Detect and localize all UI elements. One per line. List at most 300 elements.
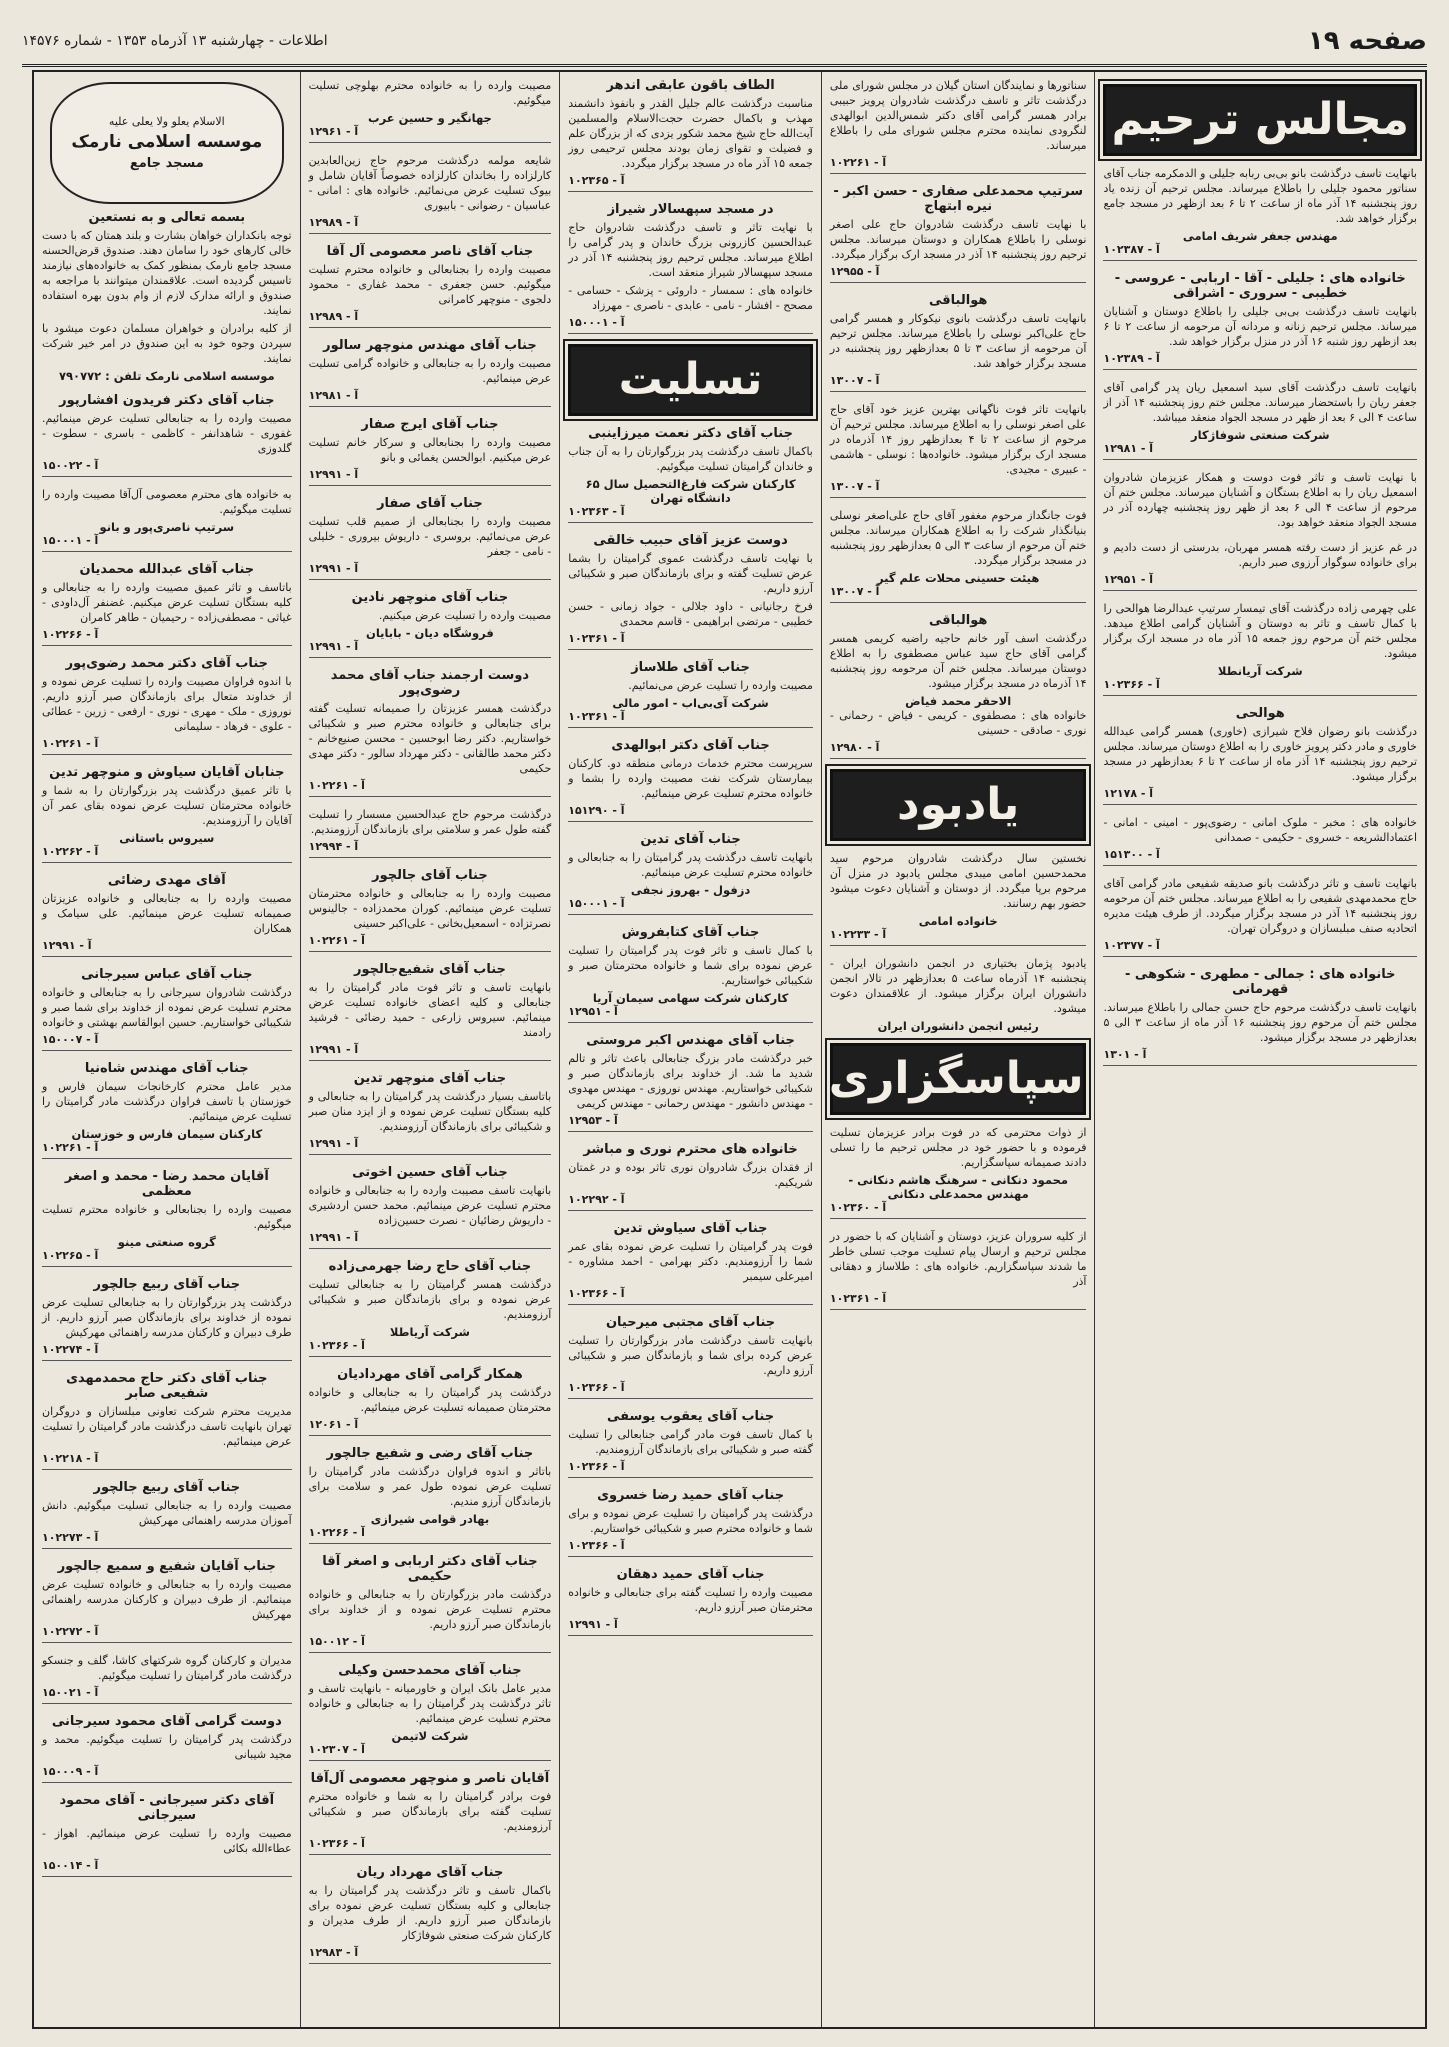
notice — [42, 393, 292, 477]
notice — [568, 1221, 813, 1305]
notice-code: آ - ۱۵۱۲۹۰ — [568, 804, 813, 822]
notice-code: آ - ۱۵۰۰۰۱ — [42, 534, 292, 552]
notice-heading: جناب آقای عبدالله محمدیان — [79, 562, 255, 577]
notice-text: علی چهرمی زاده درگذشت آقای تیمسار سرتیپ عبدالرضا هوالحی را با کمال تاسف و تاثر به دوستان و آشنایان گرامی اطلاع میدهد. مجلس ختم آن مرحوم روز جمعه ۱۵ آذر ماه در مسجد ارک برگزار میشود. — [1103, 602, 1418, 660]
notice-signature: مهندس جعفر شریف امامی — [1182, 229, 1338, 243]
notice-text: باتاثر و اندوه فراوان درگذشت مادر گرامیتان را تسلیت عرض نموده طول عمر و سلامت برای بازماندگان آرزو مندیم. — [308, 1465, 552, 1508]
notice-text: بانهایت تاسف و تاثر فوت مادر گرامیتان را به جنابعالی و کلیه اعضای خانواده تسلیت عرض مینمائیم. سیروس زارعی - حمید رضائی - فرشید رادمند — [308, 981, 552, 1039]
notice-heading: جناب آقای دکتر نعمت میرزاینبی — [588, 426, 793, 441]
notice-code: آ - ۱۰۲۲۶۲ — [42, 845, 292, 863]
notice-signature: کارکنان شرکت سهامی سیمان آریا — [592, 991, 789, 1005]
notice — [42, 1559, 292, 1643]
notice — [42, 210, 292, 383]
notice — [309, 417, 552, 486]
notice — [309, 244, 552, 328]
notice — [830, 613, 1087, 759]
notice-text: با کمال تاسف فوت مادر گرامی جنابعالی را تسلیت گفته صبر و شکیبائی برای بازماندگان آرزومندیم. — [568, 1428, 813, 1456]
notice-text: بانهایت تاسف و تاثر درگذشت بانو صدیقه شفیعی مادر گرامی آقای حاج محمدمهدی شفیعی را به اطلاع میرساند. مجلس ختم آن مرحومه روز پنجشنبه ۱۴ آذر در مسجد برگزار میگردد. از طرف هیئت مدیره اتحادیه صنف مبلبسازان و دروگران تهران. — [1103, 877, 1417, 935]
notice — [309, 1259, 552, 1357]
notice-code: آ - ۱۲۹۸۹ — [309, 216, 552, 234]
notice-text: باتاسف و تاثر عمیق مصیبت وارده را به جنابعالی و کلیه بستگان تسلیت عرض میکنیم. غضنفر آل‌داودی - غیاثی - مصطفی‌زاده - رحیمیان - طاهر کامران — [42, 581, 292, 624]
notice-heading: جناب آقای حمید رضا خسروی — [597, 1488, 785, 1503]
notice-text: خانواده های : مخبر - ملوک امانی - رضوی‌پور - امینی - امانی - اعتمادالشریعه - خسروی - حکیمی - صمدانی — [1103, 816, 1417, 844]
notice — [309, 1367, 552, 1436]
notice-code: آ - ۱۰۲۳۶۰ — [830, 1201, 1087, 1219]
notice-heading: بسمه تعالی و به نستعین — [88, 210, 246, 225]
notice-code: آ - ۱۲۹۹۱ — [309, 1137, 552, 1155]
notice-text: مصیبت وارده را به جنابعالی تسلیت عرض مینمائیم. غفوری - شاهدانفر - کاظمی - باسری - سطوت - گلدوزی — [42, 412, 292, 455]
notice-heading: دوست عزیز آقای حبیب خالقی — [593, 533, 788, 548]
notice-heading: آقای مهدی رضائی — [107, 873, 226, 888]
notice — [1103, 380, 1417, 460]
notice-signature: شرکت آریاطلا — [389, 1325, 470, 1339]
notice-heading: جناب آقای حمید دهقان — [616, 1567, 765, 1582]
notice-text: نخستین سال درگذشت شادروان مرحوم سید محمدحسین امامی میبدی مجلس یادبود در منزل آن مرحوم برپا میگردد. از دوستان و آشنایان دعوت میشود حضور بهم رسانند. — [829, 852, 1087, 910]
notice — [830, 956, 1087, 1033]
notice-heading: جناب آقای حسین اخوتی — [352, 1165, 508, 1180]
notice-code: آ - ۱۳۰۰۷ — [830, 374, 1087, 392]
notice-heading: جناب آقای عباس سیرجانی — [81, 967, 253, 982]
notice-heading: جناب آقای دکتر حاج محمدمهدی شفیعی صابر — [66, 1371, 268, 1401]
notice-heading: جناب آقای مهرداد ریان — [356, 1865, 504, 1880]
notice-code: آ - ۱۰۲۲۶۶ — [42, 628, 292, 646]
notice-signature: گروه صنعتی مینو — [117, 1235, 216, 1249]
notice-text: بانهایت تاسف درگذشت بانو بی‌بی ربابه جلیلی و الدمکرمه جناب آقای سناتور محمود جلیلی را باطلاع میرساند. مجلس ترحیم آن زنده یاد روز پنجشنبه ۱۴ آذر ماه از ساعت ۲ تا ۶ بعد ازظهر در مسجد جامع برگزار خواهد شد. — [1103, 167, 1418, 225]
notice — [309, 496, 552, 580]
notice-code: آ - ۱۲۹۹۱ — [309, 1231, 552, 1249]
notice-code: آ - ۱۰۲۳۰۷ — [309, 1743, 552, 1761]
notice — [568, 832, 813, 915]
notice-code: آ - ۱۰۲۳۶۶ — [1103, 678, 1417, 696]
notice-text: مدیران و کارکنان گروه شرکتهای کاشا، گلف و جنسکو درگذشت مادر گرامیتان را تسلیت میگوئیم. — [42, 1654, 292, 1682]
columns — [34, 72, 1425, 2027]
notice-heading: هوالباقی — [929, 293, 988, 308]
notice — [42, 765, 292, 863]
notice-signature: جهانگیر و حسین عرب — [368, 111, 492, 125]
notice-text: با اندوه فراوان مصیبت وارده را تسلیت عرض نموده و از خداوند متعال برای بازماندگان صبر آرزو داریم. نوروزی - ملک - مهری - نوری - ارفعی - زرین - عطائی - علوی - فرهاد - سلیمانی — [42, 675, 292, 733]
notice — [568, 78, 813, 192]
notice-heading: جناب آقای جالچور — [372, 868, 488, 883]
notice-signature: رئیس انجمن دانشوران ایران — [877, 1019, 1039, 1033]
notice-code: آ - ۱۰۲۳۶۶ — [309, 1837, 552, 1855]
notice-heading: هوالباقی — [929, 613, 988, 628]
notice — [1103, 540, 1417, 591]
notice-heading: آقای دکتر سیرجانی - آقای محمود سیرجانی — [59, 1793, 275, 1823]
notice-code: آ - ۱۰۲۲۳۳ — [830, 928, 1087, 946]
notice-code: آ - ۱۲۹۹۱ — [309, 562, 552, 580]
notice-code: آ - ۱۲۹۸۱ — [309, 389, 552, 407]
notice-code: آ - ۱۲۹۹۴ — [309, 840, 552, 858]
notice-code: آ - ۱۰۲۳۶۶ — [568, 1539, 813, 1557]
notice — [309, 590, 552, 658]
notice-signature: شرکت صنعتی شوفاژکار — [1190, 428, 1330, 442]
notice-code: آ - ۱۲۹۵۳ — [568, 1114, 813, 1132]
notice — [830, 851, 1087, 946]
notice — [1103, 706, 1417, 805]
notice — [309, 1771, 552, 1855]
notice-heading: جناب آقای شفیع‌جالچور — [353, 962, 506, 977]
notice-code: آ - ۱۰۲۳۶۶ — [309, 1339, 552, 1357]
notice-heading: خانواده های محترم نوری و مباشر — [583, 1142, 798, 1157]
notice-code: آ - ۱۲۹۵۱ — [1103, 573, 1417, 591]
notice — [309, 1663, 552, 1761]
notice — [42, 1061, 292, 1159]
column-2 — [300, 72, 560, 2027]
notice-text: با نهایت تاثر و تاسف درگذشت شادروان حاج عبدالحسین کازرونی بزرگ خاندان و پدر گرامی را اطلاع میرساند. مجلس ترحیم روز پنجشنبه ۱۴ آذر در مسجد سپهسالار شیراز منعقد است. — [568, 221, 813, 279]
notice-heading: جناب آقای تدین — [640, 832, 741, 847]
notice-text: مدیر عامل بانک ایران و خاورمیانه - بانهایت تاسف و تاثر درگذشت پدر گرامیتان را به جنابعالی و خانواده محترم تسلیت عرض مینمائیم. — [308, 1682, 552, 1725]
notice-heading: جناب آقای مهندس منوچهر سالور — [323, 338, 537, 353]
notice-text: مصیبت وارده را به جنابعالی و خانواده تسلیت عرض مینمائیم. از طرف دبیران و کارکنان مدرسه راهنمائی مهرکیش — [42, 1578, 292, 1621]
notice-heading: جناب آقای حاج رضا جهرمی‌زاده — [328, 1259, 532, 1274]
notice-text: از ذوات محترمی که در فوت برادر عزیزمان تسلیت فرموده و با حضور خود در مجلس ترحیم ما را تسلی دادند صمیمانه سپاسگزاریم. — [829, 1126, 1087, 1169]
notice — [309, 1165, 552, 1249]
notice — [309, 962, 552, 1061]
notice-code: آ - ۱۰۲۳۶۶ — [568, 1460, 813, 1478]
notice — [830, 78, 1087, 174]
notice-heading: جناب آقای سیاوش تدین — [613, 1221, 768, 1236]
notice-text: بانهایت تاسف درگذشت آقای سید اسمعیل ریان پدر گرامی آقای جعفر ریان را باستحضار میرساند. مجلس ختم روز پنجشنبه ۱۴ آذر از ساعت ۴ الی ۶ بعد از ظهر در مسجد الجواد منعقد میباشد. — [1103, 381, 1417, 424]
notice-code: آ - ۱۰۲۲۷۴ — [42, 1343, 292, 1361]
notice-heading: جناب آقای دکتر ابوالهدی — [611, 738, 770, 753]
notice-text: درگذشت مادر بزرگوارتان را به جنابعالی و خانواده محترم تسلیت عرض نموده و از خداوند برای بازماندگان صبر آرزو داریم. — [308, 1588, 552, 1631]
notice-text: با تاثر عمیق درگذشت پدر بزرگوارتان را به شما و خانواده محترمتان تسلیت عرض نموده بقای عمر آن آقایان را آرزومندیم. — [42, 784, 292, 827]
notice — [42, 656, 292, 755]
notice-code: آ - ۱۰۲۲۶۱ — [42, 737, 292, 755]
institute-seal-logo — [50, 82, 284, 204]
notice-text: خبر درگذشت مادر بزرگ جنابعالی باعث تاثر و تالم شدید ما شد. از خداوند برای بازماندگان صبر و شکیبائی خواستاریم. مهندس نوروزی - مهندس مهدوی - مهندس دانشور - مهندس رحمانی - مهندس کریمی — [568, 1052, 813, 1110]
notice-text: بانهایت تاسف درگذشت بانوی نیکوکار و همسر گرامی حاج علی‌اکبر نوسلی را باطلاع میرساند. مجلس ترحیم آن مرحومه از ساعت ۳ تا ۵ بعدازظهر روز پنجشنبه در مسجد برگزار خواهد شد. — [829, 312, 1087, 370]
notice — [42, 562, 292, 646]
notice — [42, 1169, 292, 1267]
notice-heading: جناب آقای ربیع جالچور — [93, 1277, 241, 1292]
notice-heading: آقایان ناصر و منوچهر معصومی آل‌آقا — [310, 1771, 550, 1786]
notice — [42, 1714, 292, 1783]
notice-signature: بهادر قوامی شیرازی — [370, 1512, 490, 1526]
notice-signature: فروشگاه دیان - بابایان — [366, 626, 494, 640]
notice — [568, 925, 813, 1023]
notice-heading: دوست ارجمند جناب آقای محمد رضوی‌پور — [330, 668, 530, 698]
notice-text: فرخ رجانیانی - داود جلالی - جواد زمانی - حسن خطیبی - مرتضی ابراهیمی - قاسم محمدی — [568, 600, 813, 628]
banner-sepasgozari: سپاسگزاری — [830, 1043, 1087, 1115]
notice-code: آ - ۱۵۰۰۲۱ — [42, 1686, 292, 1704]
notice-text: درگذشت بانو رضوان فلاح شیرازی (خاوری) همسر گرامی عبدالله خاوری و مادر دکتر پرویز خاوری را به اطلاع دوستان میرساند. مجلس ترحیم روز پنجشنبه ۱۴ آذر ماه از ساعت ۲ تا ۶ بعدازظهر در مسجد برگزار میشود. — [1103, 725, 1418, 783]
notice — [1103, 967, 1417, 1066]
notice-signature: الاحقر محمد فیاض — [905, 694, 1012, 708]
notice-text: از فقدان بزرگ شادروان نوری تاثر بوده و در غمتان شریکیم. — [568, 1161, 813, 1189]
notice-text: درگذشت پدر گرامیتان را به جنابعالی و خانواده محترمتان صمیمانه تسلیت عرض مینمائیم. — [308, 1386, 552, 1414]
notice-text: با نهایت تاسف و تاثر فوت دوست و همکار عزیزمان شادروان اسمعیل ریان را به اطلاع بستگان و آشنایان میرساند. مجلس ختم آن مرحوم از ساعت ۴ الی ۶ بعد از ظهر روز پنجشنبه چهارده آذر در مسجد الجواد منعقد خواهد بود. — [1103, 471, 1418, 529]
notice-text: درگذشت پدر بزرگوارتان را به جنابعالی تسلیت عرض نموده از خداوند برای بازماندگان صبر آرزو داریم. از طرف دبیران و کارکنان مدرسه راهنمائی مهرکیش — [42, 1296, 292, 1339]
notice-text: درگذشت همسر گرامیتان را به جنابعالی تسلیت عرض نموده و برای بازماندگان صبر و شکیبائی آرزومندیم. — [308, 1278, 552, 1321]
banner-majales-tarhim: مجالس ترحیم — [1103, 84, 1417, 156]
notice-code: آ - ۱۰۲۲۹۲ — [568, 1193, 813, 1211]
notice-code: آ - ۱۲۹۹۱ — [309, 1043, 552, 1061]
notice-text: سرپرست محترم خدمات درمانی منطقه دو. کارکنان بیمارستان شرکت نفت مصیبت وارده را بشما و خانواده محترم تسلیت عرض مینمائیم. — [568, 757, 813, 800]
notice-text: باکمال تاسف درگذشت پدر بزرگوارتان را به آن جناب و خاندان گرامیتان تسلیت میگوئیم. — [568, 445, 813, 473]
notice-heading: جناب آقای رضی و شفیع جالچور — [326, 1446, 534, 1461]
notice — [830, 1125, 1087, 1219]
notice-text: مصیبت وارده را تسلیت گفته برای جنابعالی و خانواده محترمتان صبر آرزو داریم. — [568, 1586, 813, 1614]
notice-text: بانهایت تاسف مصیبت وارده را به جنابعالی و خانواده محترم تسلیت عرض مینمائیم. محمد حسن اردشیری - داریوش رضائیان - نصرت حسین‌زاده — [308, 1184, 552, 1227]
notice — [1103, 815, 1417, 866]
notice-heading: دوست گرامی آقای محمود سیرجانی — [51, 1714, 282, 1729]
notice-heading: همکار گرامی آقای مهردادیان — [337, 1367, 523, 1382]
notice — [309, 807, 552, 858]
notice-code: آ - ۱۰۲۳۶۱ — [830, 1292, 1087, 1310]
notice-signature: شرکت لاتیمن — [391, 1729, 469, 1743]
notice-text: مصیبت وارده را به جنابعالی و خانواده عزیزتان صمیمانه تسلیت عرض مینمائیم. علی سیامک و همکاران — [42, 892, 292, 935]
notice-heading: جناب آقای محمدحسن وکیلی — [338, 1663, 522, 1678]
notice-text: مصیبت وارده را تسلیت عرض میکنیم. — [378, 609, 552, 622]
notice-text: باتاسف بسیار درگذشت پدر گرامیتان را به جنابعالی و کلیه بستگان تسلیت عرض نموده و از ایزد منان صبر و شکیبائی برای بازماندگان آرزومندیم. — [308, 1090, 552, 1133]
notice — [309, 153, 552, 234]
notice-code: آ - ۱۵۰۰۰۱ — [568, 897, 813, 915]
notice-code: آ - ۱۰۲۳۶۱ — [568, 632, 813, 650]
notice-code: آ - ۱۵۰۰۱۲ — [309, 1635, 552, 1653]
notice-text: درگذشت پدر گرامیتان را تسلیت عرض نموده و برای شما و خانواده محترم صبر و شکیبائی خواستاریم. — [568, 1507, 813, 1535]
notice-code: آ - ۱۲۹۹۱ — [568, 1618, 813, 1636]
notice-code: آ - ۱۲۹۸۰ — [830, 741, 1087, 759]
notice-heading: جناب آقای دکتر محمد رضوی‌پور — [65, 656, 268, 671]
notice-heading: جناب آقای مهندس اکبر مروستی — [586, 1033, 795, 1048]
notice-heading: در مسجد سپهسالار شیراز — [607, 202, 774, 217]
notice-text: درگذشت اسف آور خانم حاجیه راضیه کریمی همسر گرامی آقای حاج سید عباس مصطفوی را به اطلاع دوستان میرساند. مجلس ختم آن مرحومه روز پنجشنبه ۱۴ آذرماه در مسجد برگزار میشود. — [829, 632, 1087, 690]
notice-text: از کلیه سروران عزیز، دوستان و آشنایان که با حضور در مجلس ترحیم و ارسال پیام تسلیت موجب تسلی خاطر ما شدند سپاسگزاریم. خانواده های : طلاساز و دهقانی آذر — [829, 1230, 1087, 1288]
notice-text: مدیریت محترم شرکت تعاونی مبلسازان و دروگران تهران بانهایت تاسف درگذشت مادر گرامیتان را تسلیت عرض مینمائیم. — [42, 1405, 292, 1448]
notice — [830, 1229, 1087, 1310]
notice-text: خانواده های : مصطفوی - کریمی - فیاض - رحمانی - نوری - صادقی - حسینی — [829, 709, 1087, 737]
notice — [830, 402, 1087, 498]
notice — [1103, 271, 1417, 370]
notice-signature: شرکت آریانطلا — [1217, 664, 1303, 678]
notice — [568, 1567, 813, 1636]
notice-heading: سرتیپ محمدعلی صفاری - حسن اکبر - نیره ابتهاج — [833, 184, 1083, 214]
notice-signature: کارکنان سیمان فارس و خوزستان — [71, 1127, 263, 1141]
notice-signature: موسسه اسلامی نارمک تلفن : ۷۹۰۷۷۲ — [59, 369, 275, 383]
notice-heading: جناب آقای مجتبی میرحیان — [605, 1315, 776, 1330]
notice-code: آ - ۱۲۹۵۱ — [568, 1005, 813, 1023]
notice-code: آ - ۱۲۰۶۱ — [309, 1418, 552, 1436]
notice-text: مصیبت وارده را به خانواده محترم بهلوچی تسلیت میگوئیم. — [308, 79, 552, 107]
notice-text: مصیبت وارده را بجنابعالی و خانواده محترم تسلیت میگوئیم. حسن جعفری - محمد غفاری - محمود دلجوی - منوچهر کامرانی — [308, 263, 552, 306]
notice-text: توجه بانکداران خواهان بشارت و بلند همتان که با دست خالی کارهای خود را سامان دهند. صندوق قرض‌الحسنه مسجد جامع نارمک بمنظور کمک به خانواده‌های نیازمند تاسیس گردیده است. علاقمندان میتوانند با مراجعه به صندوق و ارائه مدارک لازم از وام بدون بهره استفاده نمایند. — [42, 229, 292, 317]
notice-text: مصیبت وارده را تسلیت عرض مینمائیم. اهواز - عطاءالله بکائی — [42, 1827, 292, 1855]
notice — [309, 1865, 552, 1964]
banner-yadbood: یادبود — [830, 769, 1087, 841]
notice-heading: جناب آقای منوچهر تدین — [353, 1071, 507, 1086]
notice-heading: جناب آقای مهندس شاه‌نیا — [84, 1061, 249, 1076]
banner-tasliat: تسلیت — [568, 344, 813, 416]
notice-text: یادبود پژمان بختیاری در انجمن دانشوران ایران - پنجشنبه ۱۴ آذرماه ساعت ۵ بعدازظهر در تالار انجمن دانشوران ایران برگزار میشود. از علاقمندان دعوت میشود. — [829, 957, 1087, 1015]
notice-text: درگذشت شادروان سیرجانی را به جنابعالی و خانواده محترم تسلیت عرض نموده از خداوند برای شما صبر و شکیبائی خواستاریم. حسین ابوالقاسم بهشتی و خانواده — [42, 986, 292, 1029]
notice-signature: محمود دنکانی - سرهنگ هاشم دنکانی - مهندس محمدعلی دنکانی — [848, 1173, 1069, 1201]
notice-code: آ - ۱۵۱۳۰۰ — [1103, 848, 1417, 866]
notice-text: درگذشت همسر عزیزتان را صمیمانه تسلیت گفته برای جنابعالی و خانواده محترم صبر و شکیبائی خواستاریم. دکتر رضا ابوحسین - محسن صنیع‌خانم - دکتر محمد طالقانی - دکتر مهرداد سالور - دکتر مهدی حکیمی — [308, 702, 552, 775]
notice-code: آ - ۱۰۲۳۸۹ — [1103, 352, 1417, 370]
notice — [568, 1142, 813, 1211]
notice-text: مصیبت وارده را بجنابعالی و خانواده محترم تسلیت میگوئیم. — [42, 1203, 292, 1231]
notice-code: آ - ۱۰۲۳۶۳ — [568, 505, 813, 523]
notice-code: آ - ۱۰۲۲۶۱ — [309, 779, 552, 797]
notice-text: با کمال تاسف و تاثر فوت پدر گرامیتان را تسلیت عرض نموده برای شما و خانواده محترمتان صبر و شکیبائی خواستاریم. — [568, 944, 813, 987]
notice-code: آ - ۱۲۹۹۱ — [42, 939, 292, 957]
notice-signature: هیئت حسینی محلات علم گیر — [876, 571, 1040, 585]
notice-text: درگذشت پدر گرامیتان را تسلیت میگوئیم. محمد و مجید شیبانی — [42, 1733, 292, 1761]
notice — [830, 184, 1087, 283]
page-header — [22, 18, 1427, 67]
notice-code: آ - ۱۲۹۶۱ — [309, 125, 552, 143]
notice-text: مصیبت وارده را به جنابعالی و خانواده محترمتان تسلیت عرض مینمائیم. کوران محمدزاده - جالینوس نصرتزاده - اسمعیل‌بخانی - علی‌اکبر حسینی — [308, 887, 552, 930]
notice-text: مناسبت درگذشت عالم جلیل القدر و بانفوذ دانشمند مهذب و باکمال حضرت حجت‌الاسلام والمسلمین آیت‌الله حاج شیخ محمد شکور یزدی که از بزرگان علم و فضیلت و تقوای زمان بودند مجلس ترحیمی روز جمعه ۱۵ آذر ماه در مسجد برگزار میگردد. — [568, 97, 813, 170]
notice — [1103, 876, 1417, 957]
notice-code: آ - ۱۰۲۲۶۱ — [830, 156, 1087, 174]
notice-code: آ - ۱۲۹۸۳ — [309, 1946, 552, 1964]
notice — [42, 1793, 292, 1877]
notice — [568, 1488, 813, 1557]
notice-signature: خانواده امامی — [918, 914, 998, 928]
notice-text: از کلیه برادران و خواهران مسلمان دعوت میشود با سپردن وجوه خود به این صندوق در امر خیر شرکت نمایند. — [42, 322, 292, 365]
notice-heading: جناب آقای طلاساز — [631, 660, 750, 675]
notice-heading: جناب آقای دکتر فریدون افشارپور — [59, 393, 275, 408]
notice-code: آ - ۱۳۰۱ — [1103, 1048, 1417, 1066]
notice — [42, 1277, 292, 1361]
notice — [42, 1653, 292, 1704]
notice-heading: جناب آقای ناصر معصومی آل آقا — [326, 244, 534, 259]
notice-text: فوت برادر گرامیتان را به شما و خانواده محترم تسلیت گفته برای بازماندگان صبر و شکیبائی آرزومندیم. — [308, 1790, 552, 1833]
notice-text: فوت جانگداز مرحوم مغفور آقای حاج علی‌اصغر نوسلی بنیانگذار شرکت را به اطلاع همکاران میرساند. مجلس ختم آن مرحوم از ساعت ۳ الی ۵ بعدازظهر روز پنجشنبه در مسجد برگزار میگردد. — [829, 509, 1087, 567]
notice-code: آ - ۱۲۹۸۹ — [309, 310, 552, 328]
notice-code: آ - ۱۳۰۰۷ — [830, 480, 1087, 498]
notice-text: با نهایت تاسف درگذشت شادروان حاج علی اصغر نوسلی را باطلاع همکاران و دوستان میرساند. مجلس ترحیم روز پنجشنبه ۱۴ آذر در مسجد ارک برگزار میگردد. — [829, 218, 1087, 261]
notice — [309, 338, 552, 407]
notice — [309, 868, 552, 952]
notice — [568, 1033, 813, 1132]
notice-signature: دزفول - بهروز نجفی — [630, 883, 751, 897]
notice-heading: جناب آقای ایرج صفار — [361, 417, 499, 432]
notice-code: آ - ۱۰۲۳۶۶ — [568, 1381, 813, 1399]
notice-signature: کارکنان شرکت فارغ‌التحصیل سال ۶۵ دانشگاه تهران — [585, 477, 796, 505]
notice-text: فوت پدر گرامیتان را تسلیت عرض نموده بقای عمر شما را آرزومندیم. دکتر بهرامی - احمد مشاوره - امیرعلی سیمبر — [568, 1240, 813, 1283]
notice-text: مصیبت وارده را بجنابعالی و سرکار خانم تسلیت عرض میکنیم. ابوالحسن یغمائی و بانو — [308, 436, 552, 464]
notice-text: مصیبت وارده را به جنابعالی و خانواده گرامی تسلیت عرض مینمائیم. — [308, 357, 552, 385]
notice-heading: جناب آقای یعقوب یوسفی — [607, 1409, 775, 1424]
notice-heading: جناب آقای کتابفروش — [621, 925, 760, 940]
notice — [568, 202, 813, 334]
notice — [309, 1554, 552, 1653]
notice-heading: جناب آقای منوچهر نادین — [351, 590, 509, 605]
seal-name: موسسه اسلامی نارمک — [71, 132, 263, 152]
notice-text: مصیبت وارده را تسلیت عرض می‌نمائیم. — [628, 679, 813, 692]
notice-code: آ - ۱۵۰۰۰۷ — [42, 1033, 292, 1051]
notice-code: آ - ۱۵۰۰۱۴ — [42, 1859, 292, 1877]
notice — [309, 1071, 552, 1155]
notice-code: آ - ۱۰۲۳۷۷ — [1103, 939, 1417, 957]
notice-code: آ - ۱۵۰۰۰۱ — [568, 316, 813, 334]
notice-signature: سیروس باستانی — [119, 831, 215, 845]
notice-text: مدیر عامل محترم کارخانجات سیمان فارس و خوزستان با تاسف فراوان درگذشت مادر گرامیتان را تسلیت عرض مینمائیم. — [42, 1080, 292, 1123]
masthead-line: اطلاعات - چهارشنبه ۱۳ آذرماه ۱۳۵۳ - شماره ۱۴۵۷۶ — [22, 33, 328, 49]
notice-heading: جناب آقای دکتر اربابی و اصغر آقا حکیمی — [322, 1554, 538, 1584]
notice — [42, 487, 292, 552]
notice-text: شایعه مولمه درگذشت مرحوم حاج زین‌العابدین کارلزاده را بخاندان کارلزاده خصوصاً آقایان شامل و بیوک تسلیت عرض می‌نمائیم. خانواده های : امانی - عباسیان - رضوانی - بابیوری — [308, 154, 552, 212]
seal-subtitle: مسجد جامع — [129, 156, 204, 171]
notice-text: با نهایت تاسف درگذشت عموی گرامیتان را بشما عرض تسلیت گفته و برای بازماندگان صبر و شکیبائی آرزو داریم. — [568, 552, 813, 595]
notice-code: آ - ۱۰۲۲۷۳ — [42, 1531, 292, 1549]
notice-code: آ - ۱۵۰۰۰۹ — [42, 1765, 292, 1783]
notice — [309, 1446, 552, 1544]
notice-code: آ - ۱۰۲۲۶۱ — [42, 1141, 292, 1159]
notice — [1103, 601, 1417, 696]
notice-heading: خانواده های : جلیلی - آقا - اربابی - عروسی - خطیبی - سروری - اشراقی — [1114, 271, 1406, 301]
column-3 — [559, 72, 821, 2027]
notice-heading: آقایان محمد رضا - محمد و اصغر معظمی — [64, 1169, 269, 1199]
notice-text: بانهایت تاسف درگذشت پدر گرامیتان را به جنابعالی و خانواده محترم تسلیت عرض مینمائیم. — [568, 851, 813, 879]
notice-heading: جنابان آقایان سیاوش و منوچهر تدین — [49, 765, 285, 780]
notice-heading: هوالحی — [1235, 706, 1285, 721]
notice — [309, 668, 552, 797]
notice-code: آ - ۱۰۲۲۱۸ — [42, 1452, 292, 1470]
notice-text: بانهایت تاثر فوت ناگهانی بهترین عزیز خود آقای حاج علی اصغر نوسلی را به اطلاع میرساند. مجلس ترحیم آن مرحوم از ساعت ۲ تا ۴ بعدازظهر روز ۱۴ آذرماه در مسجد ارک برگزار میشود. خانواده‌ها : نوسلی - هاشمی - عبیری - مجیدی. — [829, 403, 1087, 476]
page-frame — [32, 70, 1427, 2029]
notice — [42, 873, 292, 957]
notice-code: آ - ۱۲۹۵۵ — [830, 265, 1087, 283]
notice-heading: خانواده های : جمالی - مطهری - شکوهی - قهرمانی — [1125, 967, 1396, 997]
notice-code: آ - ۱۲۹۹۱ — [309, 640, 552, 658]
notice — [42, 967, 292, 1051]
notice-text: باکمال تاسف و تاثر درگذشت پدر گرامیتان را به جنابعالی و کلیه بستگان تسلیت عرض نموده برای بازماندگان صبر آرزو داریم. از طرف مدیران و کارکنان شرکت صنعتی شوفاژکار — [308, 1884, 552, 1942]
notice-code: آ - ۱۰۲۳۶۵ — [568, 174, 813, 192]
notice-code: آ - ۱۰۲۲۶۵ — [42, 1249, 292, 1267]
notice — [1103, 166, 1417, 261]
notice — [830, 293, 1087, 392]
notice — [42, 1371, 292, 1470]
notice-text: سناتورها و نمایندگان استان گیلان در مجلس شورای ملی درگذشت تاثر و تاسف درگذشت شادروان پرویز حبیبی برادر همسر گرامی آقای دکتر شمس‌الدین ابوالهدی لنگرودی نماینده محترم مجلس شورای ملی را باطلاع میرساند. — [829, 79, 1087, 152]
notice-text: مصیبت وارده را به جنابعالی تسلیت میگوئیم. دانش آموزان مدرسه راهنمائی مهرکیش — [42, 1499, 292, 1527]
notice-code: آ - ۱۲۹۸۱ — [1103, 442, 1417, 460]
notice-heading: جناب آقای صفار — [377, 496, 483, 511]
notice-code: آ - ۱۰۲۳۶۶ — [568, 1287, 813, 1305]
notice-heading: الطاف باقون عابقی اندهر — [606, 78, 775, 93]
notice — [568, 660, 813, 728]
column-5 — [1094, 72, 1425, 2027]
notice-text: بانهایت تاسف درگذشت مادر بزرگوارتان را تسلیت عرض کرده برای شما و بازماندگان صبر و شکیبائی آرزو داریم. — [568, 1334, 813, 1377]
notice — [1103, 470, 1417, 530]
notice — [568, 1315, 813, 1399]
notice-signature: سرتیپ ناصری‌پور و بانو — [99, 520, 235, 534]
notice-heading: جناب آقایان شفیع و سمیع جالچور — [57, 1559, 276, 1574]
column-4 — [821, 72, 1095, 2027]
seal-motto: الاسلام یعلو ولا یعلی علیه — [108, 115, 225, 128]
notice-code: آ - ۱۰۲۲۶۶ — [309, 1526, 552, 1544]
notice-text: مصیبت وارده را بجنابعالی از صمیم قلب تسلیت عرض می‌نمائیم. بروسری - داریوش بیروری - خلیلی - نامی - جعفر — [308, 515, 552, 558]
notice — [309, 78, 552, 143]
notice-code: آ - ۱۰۲۳۶۱ — [568, 710, 813, 728]
notice-code: آ - ۱۰۲۲۶۱ — [309, 934, 552, 952]
notice-code: آ - ۱۰۲۳۸۷ — [1103, 243, 1417, 261]
notice-heading: جناب آقای ربیع جالچور — [93, 1480, 241, 1495]
column-1 — [34, 72, 300, 2027]
notice — [568, 533, 813, 650]
notice-text: بانهایت تاسف درگذشت بی‌بی جلیلی را باطلاع دوستان و آشنایان میرساند. مجلس ترحیم زنانه و مردانه آن مرحومه از ساعت ۲ تا ۶ بعد ازظهر روز شنبه ۱۶ آذر در منزل برگزار خواهد شد. — [1103, 305, 1417, 348]
notice — [42, 1480, 292, 1549]
notice-code: آ - ۱۲۱۷۸ — [1103, 787, 1417, 805]
notice-text: به خانواده های محترم معصومی آل‌آقا مصیبت وارده را تسلیت میگوئیم. — [42, 488, 292, 516]
notice-text: درگذشت مرحوم حاج عبدالحسین مسسار را تسلیت گفته طول عمر و سلامتی برای بازماندگان آرزومندیم. — [308, 808, 552, 836]
notice-code: آ - ۱۳۰۰۷ — [830, 585, 1087, 603]
notice — [568, 1409, 813, 1478]
notice-text: خانواده های : سمسار - داروئی - پزشک - حسامی - مصحح - افشار - نامی - عابدی - ناصری - مهرزاد — [568, 284, 813, 312]
